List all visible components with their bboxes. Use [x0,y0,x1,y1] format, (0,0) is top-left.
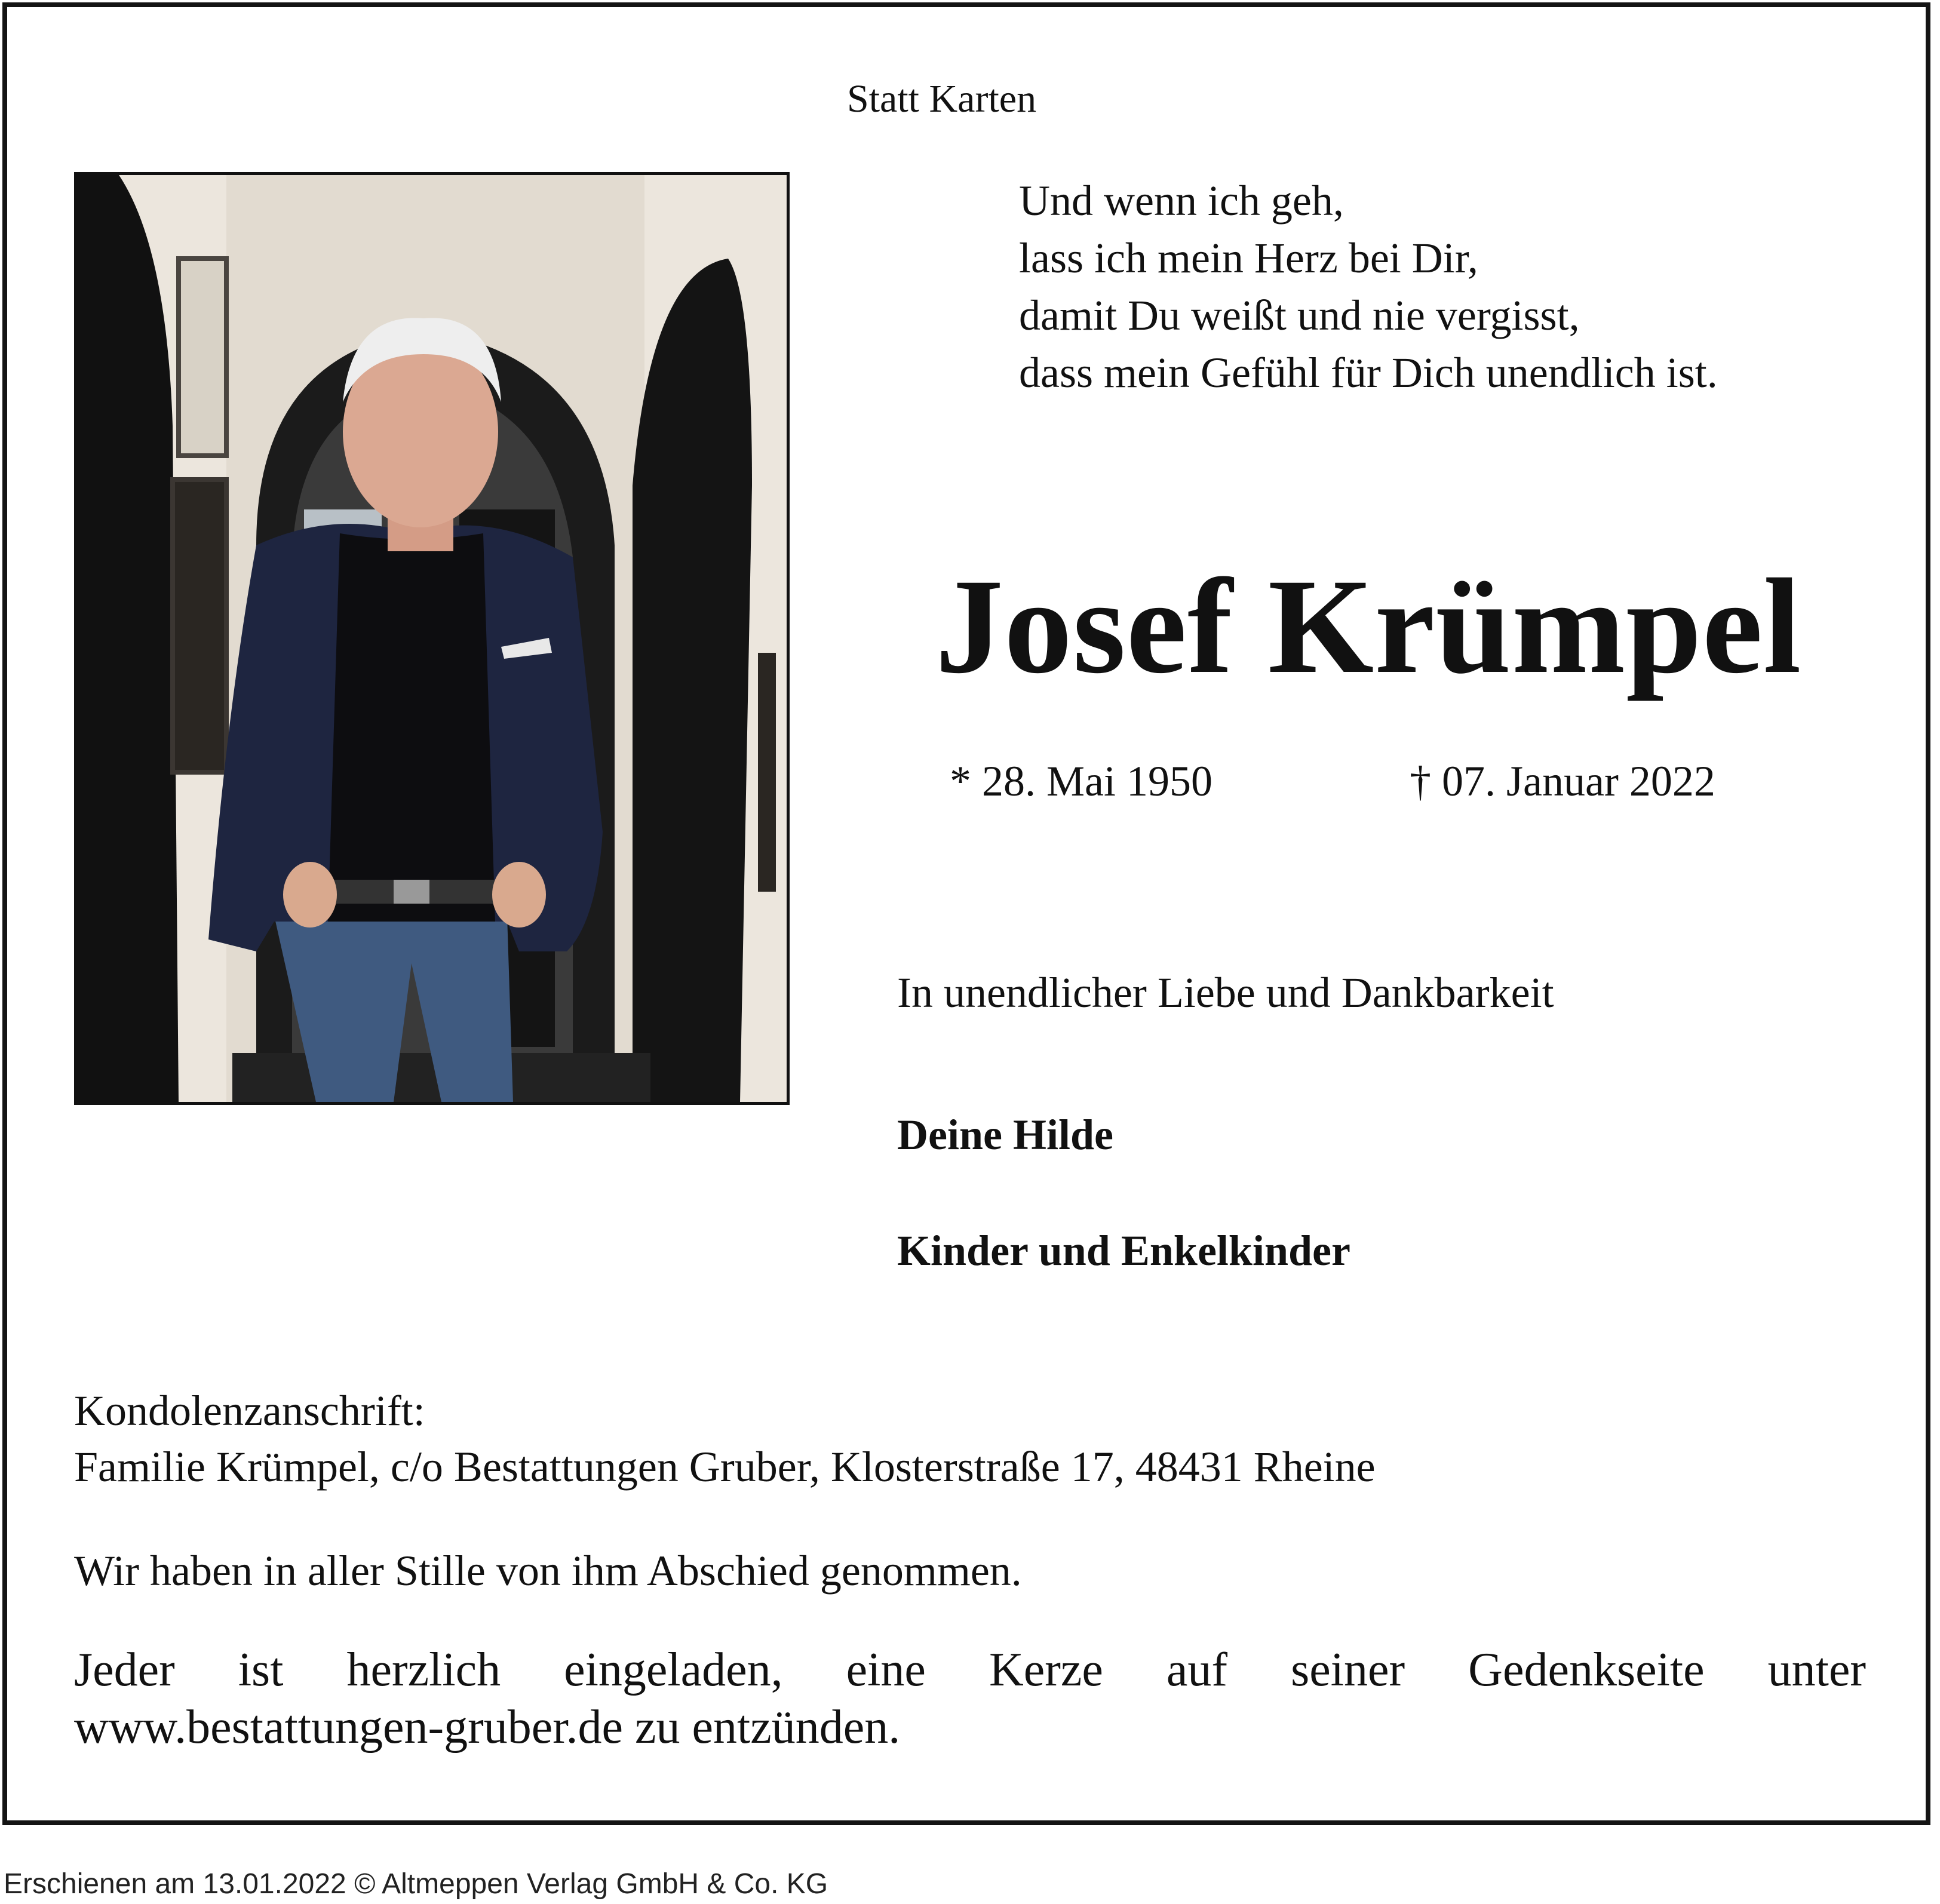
invitation [74,1641,1866,1756]
poem-line: Und wenn ich geh, [1019,177,1344,225]
poem-line: lass ich mein Herz bei Dir, [1019,234,1478,282]
farewell-text: Wir haben in aller Stille von ihm Abschied genommen. [74,1547,1022,1595]
poem-line: dass mein Gefühl für Dich unendlich ist. [1019,349,1718,397]
invitation-link-line: www.bestattungen-gruber.de zu entzünden. [74,1701,901,1753]
condolence-address: Familie Krümpel, c/o Bestattungen Gruber, Klosterstraße 17, 48431 Rheine [74,1443,1376,1491]
death-date: † 07. Januar 2022 [1410,757,1715,805]
publication-footer: Erschienen am 13.01.2022 © Altmeppen Verlag GmbH & Co. KG [4,1868,828,1900]
portrait-photo [74,172,790,1105]
birth-date: * 28. Mai 1950 [950,757,1212,805]
poem-line: damit Du weißt und nie vergisst, [1019,291,1580,339]
mourner-spouse: Deine Hilde [897,1111,1113,1159]
deceased-name: Josef Krümpel [935,551,1802,702]
mourners-intro: In unendlicher Liebe und Dankbarkeit [897,969,1554,1017]
invitation-line: Jeder ist herzlich eingeladen, eine Kerze auf seiner Gedenkseite unter [74,1644,1866,1696]
mourner-family: Kinder und Enkelkinder [897,1227,1350,1275]
statt-karten: Statt Karten [847,77,1037,121]
condolence-label: Kondolenzanschrift: [74,1387,425,1435]
